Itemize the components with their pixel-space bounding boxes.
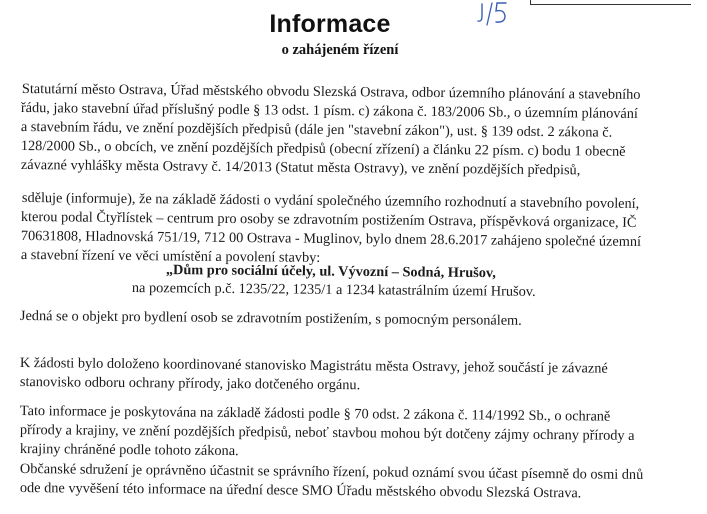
paragraph-line: 128/2000 Sb., o obcích, ve znění pozdějších předpisů (obecní zřízení) a článku 22 písm. c) bodu 1 obecně bbox=[20, 138, 626, 160]
paragraph-line: ode dne vyvěšení této informace na úřední desce SMO Úřadu městského obvodu Slezská Ostrava. bbox=[19, 480, 582, 502]
paragraph-line: přírody a krajiny, ve znění pozdějších předpisů, neboť stavbou mohou být dotčeny zájmy ochrany přírody a bbox=[19, 422, 635, 444]
paragraph-line: Jedná se o objekt pro bydlení osob se zdravotním postižením, s pomocným personálem. bbox=[19, 308, 522, 329]
corner-stamp-box bbox=[530, 0, 691, 5]
paragraph-line: Občanské sdružení je oprávněno účastnit se správního řízení, pokud oznámí svou účast písemně do osmi dnů bbox=[19, 461, 644, 483]
paragraph-line: řádu, jako stavební úřad příslušný podle § 13 odst. 1 písm. c) zákona č. 183/2006 Sb., o územním plánování bbox=[20, 100, 639, 122]
paragraph-line: K žádosti bylo doloženo koordinované stanovisko Magistrátu města Ostravy, jehož součástí je závazné bbox=[19, 355, 608, 377]
paragraph-line: Tato informace je poskytována na základě žádosti podle § 70 odst. 2 zákona č. 114/1992 Sb., o ochraně bbox=[19, 403, 611, 425]
paragraph-line: krajiny chráněné podle tohoto zákona. bbox=[19, 441, 239, 460]
project-location: na pozemcích p.č. 1235/22, 1235/1 a 1234 katastrálním území Hrušov. bbox=[131, 280, 536, 300]
paragraph-line: sděluje (informuje), že na základě žádosti o vydání společného územního rozhodnutí a stavebního povolení, bbox=[21, 190, 640, 212]
page-subtitle: o zahájeném řízení bbox=[281, 42, 399, 58]
paragraph-line: a stavební řízení ve věci umístění a povolení stavby: bbox=[20, 247, 321, 266]
project-name: „Dům pro sociální účely, ul. Vývozní – Sodná, Hrušov, bbox=[165, 262, 496, 282]
paragraph-line: kterou podal Čtyřlístek – centrum pro osoby se zdravotním postižením Ostrava, příspěvková organizace, IČ bbox=[20, 209, 637, 231]
page-title: Informace bbox=[269, 10, 391, 38]
paragraph-line: 70631808, Hladnovská 751/19, 712 00 Ostrava - Muglinov, bylo dnem 28.6.2017 zahájeno společné územní bbox=[20, 228, 642, 250]
paragraph-line: a stavebním řádu, ve znění pozdějších předpisů (dále jen "stavební zákon"), ust. § 139 odst. 2 zákona č. bbox=[20, 119, 613, 141]
paragraph-line: závazné vyhlášky města Ostravy č. 14/2013 (Statut města Ostravy), ve znění pozdějších předpisů, bbox=[20, 157, 581, 179]
paragraph-line: Statutární město Ostrava, Úřad městského obvodu Slezská Ostrava, odbor územního plánování a stavebního bbox=[21, 81, 641, 103]
paragraph-line: stanovisko odboru ochrany přírody, jako dotčeného orgánu. bbox=[19, 374, 361, 394]
